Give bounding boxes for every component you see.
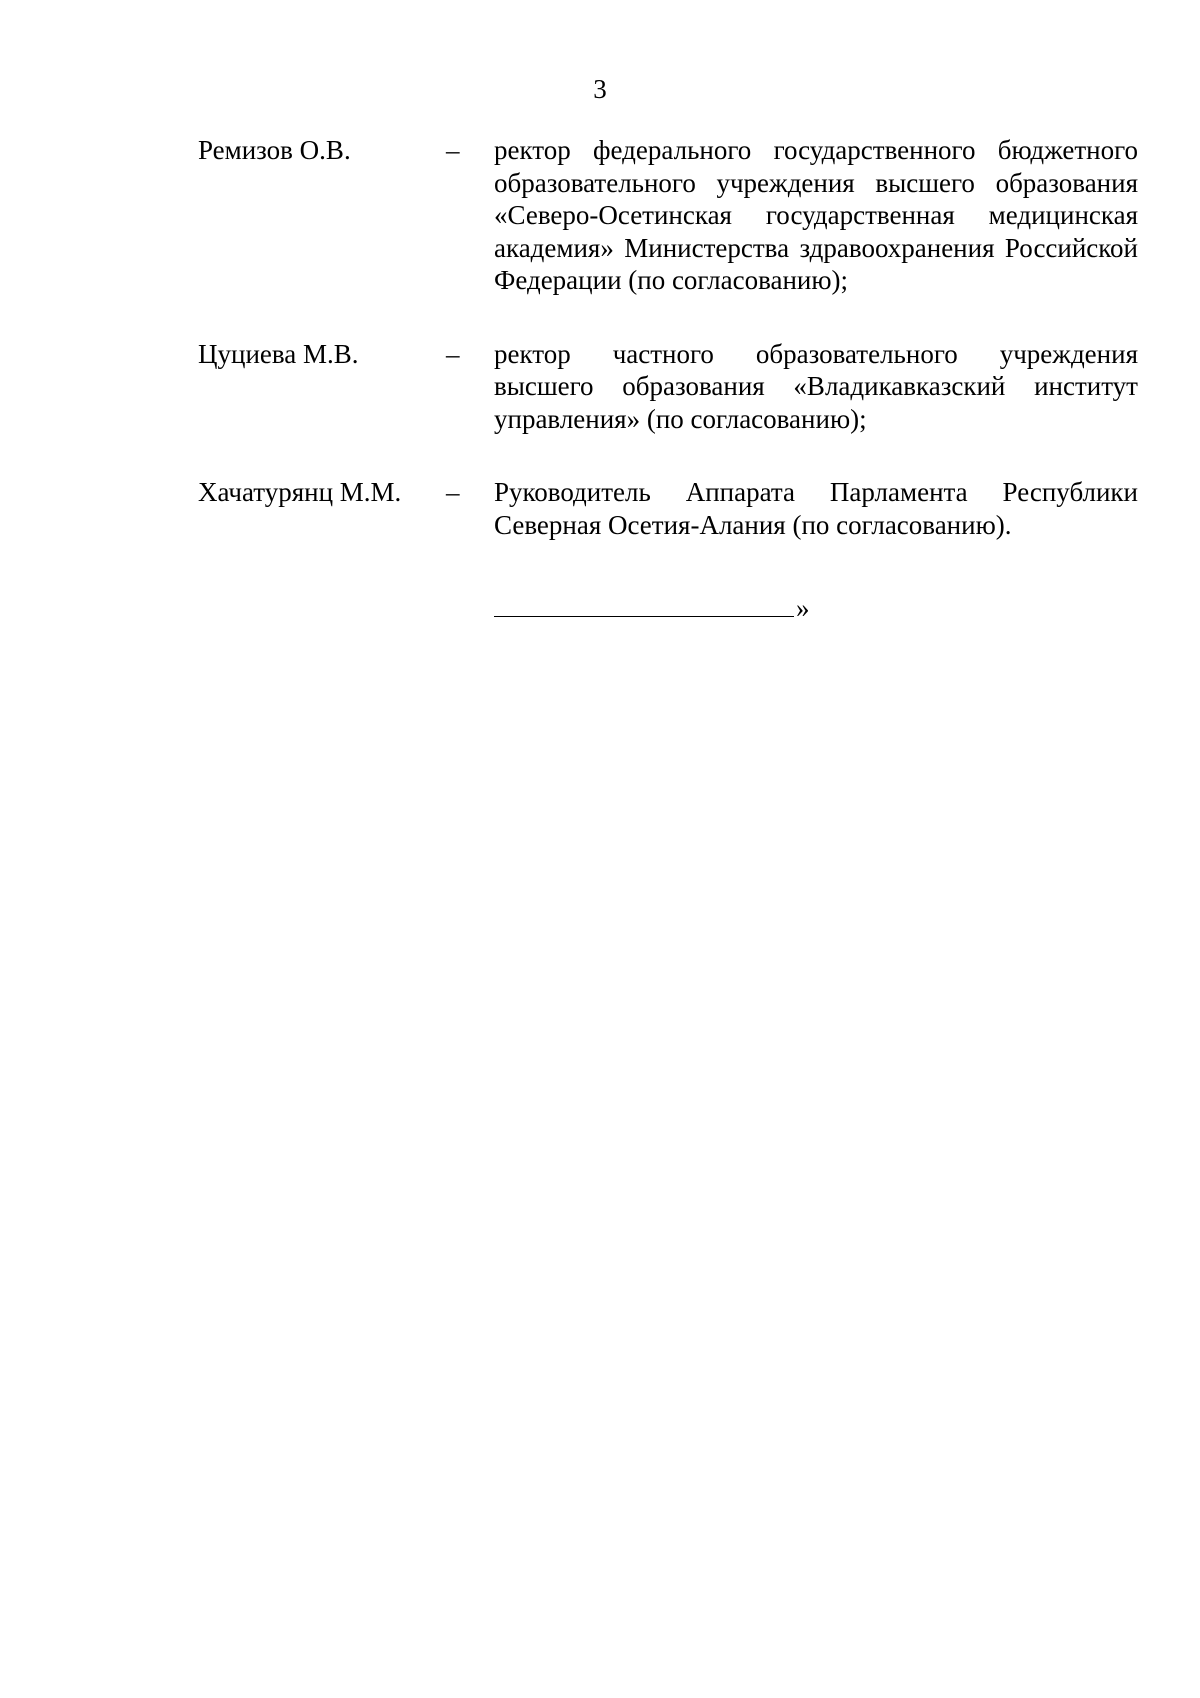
member-position: ректор федерального государственного бюджетного образовательного учреждения высшего образования «Северо-Осетинская государственная медицинская академия» Министерства здравоохранения Российской Федерации (по согласованию); (494, 135, 1138, 295)
member-entry-remizov (198, 134, 1138, 297)
closing-mark (494, 590, 810, 624)
member-name: Хачатурянц М.М. (198, 477, 402, 507)
member-position: ректор частного образовательного учреждения высшего образования «Владикавказский институт управления» (по согласованию); (494, 338, 1138, 434)
closing-underline (494, 590, 794, 617)
page-number: 3 (593, 74, 607, 104)
member-dash: – (446, 135, 460, 165)
member-entry-tsutsieva (198, 338, 1138, 436)
member-list (198, 134, 1138, 582)
member-position: Руководитель Аппарата Парламента Республики Северная Осетия-Алания (по согласованию). (494, 477, 1138, 540)
member-entry-khachaturyants (198, 476, 1138, 541)
member-name: Ремизов О.В. (198, 135, 351, 165)
member-name: Цуциева М.В. (198, 338, 359, 369)
member-dash: – (446, 338, 460, 369)
member-dash: – (446, 477, 460, 507)
closing-quote: » (796, 593, 810, 623)
